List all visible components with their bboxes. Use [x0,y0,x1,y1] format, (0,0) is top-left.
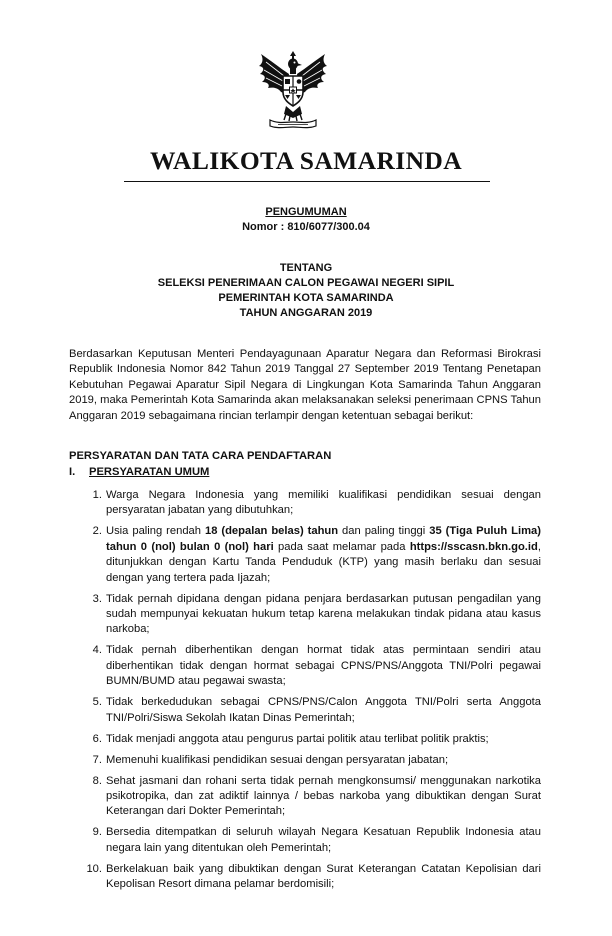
list-item-text: , ditunjukkan dengan Kartu Tanda Penduduk (KTP) yang masih berlaku dan sesuai dengan yang tertera pada Ijazah; [106,540,541,584]
list-item-text: Bersedia ditempatkan di seluruh wilayah Negara Kesatuan Republik Indonesia atau negara lain yang ditentukan oleh Pemerintah; [106,826,541,854]
list-item-number: 8. [92,774,102,787]
list-item [82,592,541,638]
list-item [82,643,541,689]
list-item [82,862,541,893]
list-item-number: 5. [92,696,102,709]
letterhead-title: WALIKOTA SAMARINDA [149,146,463,175]
list-item-text: Tidak berkedudukan sebagai CPNS/PNS/Calon Anggota TNI/Polri serta Anggota TNI/Polri/Siswa Sekolah Ikatan Dinas Pemerintah; [106,696,541,724]
list-item-text: Berkelakuan baik yang dibuktikan dengan Surat Keterangan Catatan Kepolisian dari Kepolisan Resort dimana pelamar berdomisili; [106,862,541,891]
max-age-text: 35 (Tiga Puluh Lima) tahun 0 (nol) bulan 0 (nol) hari [106,525,541,553]
list-item-text: Tidak menjadi anggota atau pengurus partai politik atau terlibat politik praktis; [106,732,489,745]
subject-line-1: SELEKSI PENERIMAAN CALON PEGAWAI NEGERI SIPIL [157,277,455,289]
list-item [82,695,541,726]
list-item-number: 6. [92,732,102,745]
intro-paragraph: Berdasarkan Keputusan Menteri Pendayagunaan Aparatur Negara dan Reformasi Birokrasi Republik Indonesia Nomor 842 Tahun 2019 Tanggal 27 September 2019 Tentang Penetapan Kebutuhan Pegawai Aparatur Sipil Negara di Lingkungan Kota Samarinda Tahun Anggaran 2019, maka Pemerintah Kota Samarinda akan melaksanakan seleksi penerimaan CPNS Tahun Anggaran 2019 sebagaimana rincian terlampir dengan ketentuan sebagai berikut: [69,348,541,422]
list-item-number: 2. [92,525,102,538]
letterhead-divider [124,181,490,182]
list-item [82,488,541,519]
list-item-text: pada saat melamar pada [273,540,410,553]
subject-line-2: PEMERINTAH KOTA SAMARINDA [218,292,394,304]
list-item-text: Sehat jasmani dan rohani serta tidak pernah mengkonsumsi/ menggunakan narkotika psikotropika, dan zat adiktif lainnya / bebas narkoba yang dibuktikan dengan Surat Keterangan dari Dokter Pemerintah; [106,774,541,818]
list-item-number: 1. [92,489,102,501]
list-item-text: Usia paling rendah [106,525,205,538]
list-item-text: Tidak pernah diberhentikan dengan hormat tidak atas permintaan sendiri atau diberhentikan tidak dengan hormat sebagai CPNS/PNS/Anggota TNI/Polri pegawai BUMN/BUMD atau pegawai swasta; [106,644,541,688]
min-age-text: 18 (depalan belas) tahun [204,525,339,538]
announcement-number: Nomor : 810/6077/300.04 [242,221,370,233]
list-item-text: dan paling tinggi [338,525,430,538]
list-item [82,753,541,768]
garuda-pancasila-emblem-icon [256,50,330,130]
list-item-number: 7. [92,753,102,766]
subject-line-3: TAHUN ANGGARAN 2019 [239,307,373,319]
subsection-title: PERSYARATAN UMUM [89,466,210,478]
announcement-label: PENGUMUMAN [265,206,347,218]
list-item-number: 9. [92,826,102,839]
sscasn-link[interactable]: https://sscasn.bkn.go.id [409,540,538,553]
list-item [82,524,541,586]
section-heading: PERSYARATAN DAN TATA CARA PENDAFTARAN [69,450,332,462]
list-item-text: Memenuhi kualifikasi pendidikan sesuai dengan persyaratan jabatan; [106,753,449,766]
subsection-number: I. [69,466,76,478]
list-item [82,732,541,747]
list-item-number: 4. [92,644,102,657]
subject-about: TENTANG [279,262,333,274]
list-item-text: Warga Negara Indonesia yang memiliki kualifikasi pendidikan sesuai dengan persyaratan jabatan yang dibutuhkan; [106,489,541,517]
list-item [82,825,541,856]
list-item [82,774,541,820]
list-item-text: Tidak pernah dipidana dengan pidana penjara berdasarkan putusan pengadilan yang sudah mempunyai kekuatan hukum tetap karena melakukan tindak pidana atau kasus narkoba; [106,592,541,636]
list-item-number: 10. [86,862,102,875]
list-item-number: 3. [92,592,102,605]
subsection-heading [69,466,209,478]
requirements-list [82,488,541,898]
